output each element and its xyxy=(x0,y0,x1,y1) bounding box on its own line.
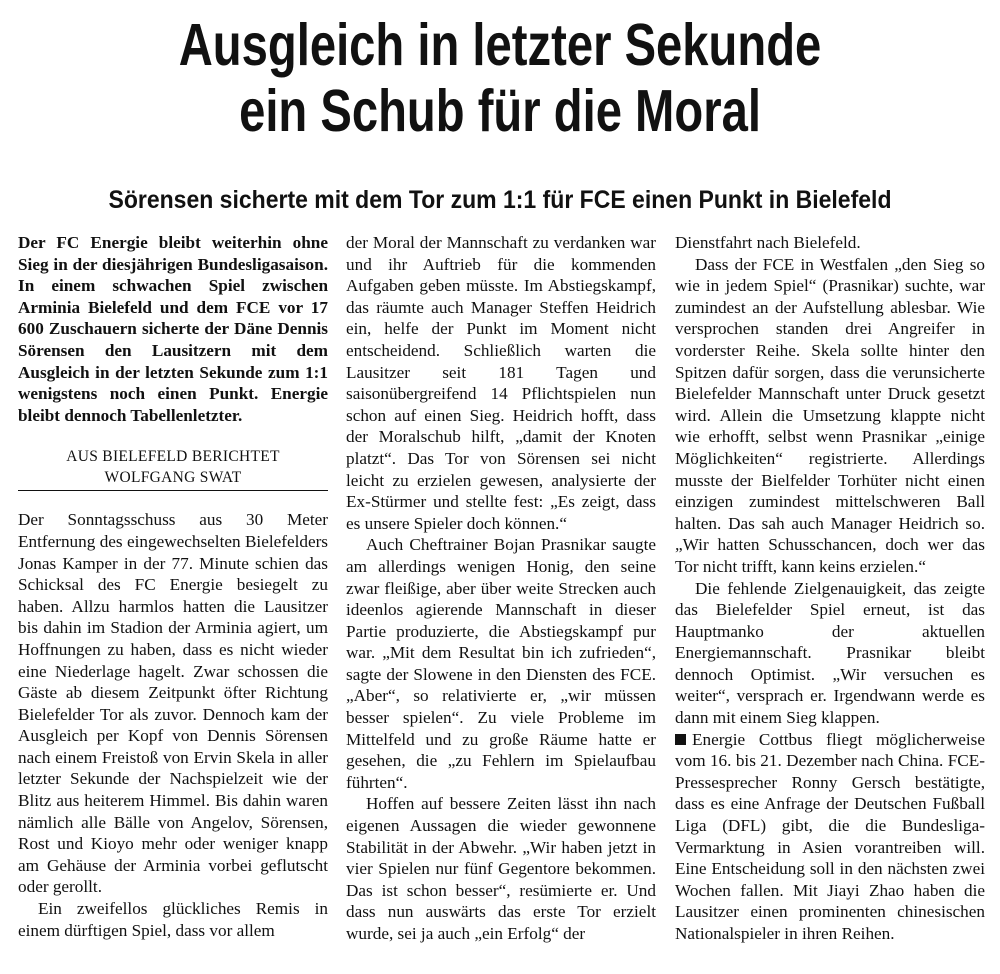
body-paragraph: Hoffen auf bessere Zeiten lässt ihn nach eigenen Aussagen die wieder gewonnene Stabilität in der Abwehr. „Wir haben jetzt in vier Spielen nur fünf Gegentore bekommen. Das ist schon besser“, resümierte er. Und dass nun auswärts das erste Tor erzielt wurde, sei ja auch „ein Erfolg“ der xyxy=(346,794,656,943)
news-brief-text: Energie Cottbus fliegt möglicherweise vom 16. bis 21. Dezember nach China. FCE-Pressesprecher Ronny Gersch bestätigte, dass es eine Anfrage der Deutschen Fußball Liga (DFL) gibt, die die Bundesliga-Vermarktung in Asien vorantreiben will. Eine Entscheidung soll in den nächsten zwei Wochen fallen. Mit Jiayi Zhao haben die Lausitzer einen prominenten chinesischen Nationalspieler in ihren Reihen. xyxy=(675,729,985,943)
headline xyxy=(100,12,900,144)
body-paragraph: Der Sonntagsschuss aus 30 Meter Entfernung des eingewechselten Bielefelders Jonas Kamper in der 77. Minute schien das Schicksal des FC Energie besiegelt zu haben. Allzu harmlos hatten die Lausitzer bis dahin im Stadion der Arminia agiert, um Hoffnungen zu haben, dass es nicht wieder eine Niederlage hagelt. Zwar schossen die Gäste ab diesem Zeitpunkt öfter Richtung Bielefelder Tor als zuvor. Dennoch kam der Ausgleich per Kopf von Dennis Sörensen nach einem Freistoß von Ervin Skela in aller letzter Sekunde der Nachspielzeit wie der Blitz aus heiterem Himmel. Bis dahin waren nämlich alle Bälle von Angelov, Sörensen, Rost und Kioyo mehr oder weniger knapp am Gehäuse der Arminia vorbei geflutscht oder gerollt. xyxy=(18,510,328,897)
headline-line-2: ein Schub für die Moral xyxy=(239,78,761,144)
byline-author: WOLFGANG SWAT xyxy=(104,469,242,487)
body-paragraph: Dass der FCE in Westfalen „den Sieg so wie in jedem Spiel“ (Prasnikar) suchte, war zumindest an der Aufstellung ablesbar. Wie versprochen standen drei Angreifer in vorderster Reihe. Skela sollte hinter den Spitzen dafür sorgen, dass die verunsicherte Bielefelder Mannschaft unter Druck gesetzt wird. Allein die Umsetzung klappte nicht wie erhofft, selbst wenn Prasnikar „einige Möglichkeiten“ registrierte. Allerdings musste der Bielfelder Torhüter nicht einen einzigen zumindest mittelschweren Ball halten. Das sah auch Manager Heidrich so. „Wir hatten Schusschancen, doch wer das Tor nicht trifft, kann keins erzielen.“ xyxy=(675,254,985,576)
body-paragraph: Die fehlende Zielgenauigkeit, das zeigte das Bielefelder Spiel erneut, ist das Hauptmanko der aktuellen Energiemannschaft. Prasnikar bleibt dennoch Optimist. „Wir versuchen es weiter“, versprach er. Irgendwann werde es dann mit einem Sieg klappen. xyxy=(675,578,985,728)
byline xyxy=(18,446,328,488)
body-paragraph: Dienstfahrt nach Bielefeld. xyxy=(675,233,861,252)
byline-rule xyxy=(18,490,328,491)
news-brief xyxy=(675,729,985,945)
byline-location: AUS BIELEFELD BERICHTET xyxy=(66,448,280,466)
headline-line-1: Ausgleich in letzter Sekunde xyxy=(178,12,822,78)
subheadline: Sörensen sicherte mit dem Tor zum 1:1 für FCE einen Punkt in Bielefeld xyxy=(108,186,892,214)
column-3 xyxy=(675,232,985,945)
square-bullet-icon xyxy=(675,734,686,745)
body-paragraph: Auch Cheftrainer Bojan Prasnikar saugte am allerdings wenigen Honig, den seine zwar fleißige, aber über weite Strecken auch ideenlos agierende Mannschaft in dieser Partie produzierte, die Abstiegskampf pur war. „Mit dem Resultat bin ich zufrieden“, sagte der Slowene in den Diensten des FCE. „Aber“, so relativierte er, „wir müssen besser spielen“. Zu viele Probleme im Mittelfeld und zu große Räume hatte er gesehen, die „zu Fehlern im Spielaufbau führten“. xyxy=(346,535,656,792)
body-paragraph: Ein zweifellos glückliches Remis in einem dürftigen Spiel, dass vor allem xyxy=(18,899,328,940)
lead-paragraph: Der FC Energie bleibt weiterhin ohne Sieg in der diesjährigen Bundesligasaison. In einem schwachen Spiel zwischen Arminia Bielefeld und dem FCE vor 17 600 Zuschauern sicherte der Däne Dennis Sörensen den Lausitzern mit dem Ausgleich in der letzten Sekunde zum 1:1 wenigstens noch einen Punkt. Energie bleibt dennoch Tabellenletzter. xyxy=(18,233,328,425)
column-2 xyxy=(346,232,656,945)
body-paragraph: der Moral der Mannschaft zu verdanken war und ihr Auftrieb für die kommenden Aufgaben geben müsste. Im Abstiegskampf, das räumte auch Manager Steffen Heidrich ein, helfe der Punkt im Moment nicht entscheidend. Schließlich warten die Lausitzer seit 181 Tagen und saisonübergreifend 14 Pflichtspielen nun schon auf einen Sieg. Heidrich hofft, dass der Moralschub hilft, „damit der Knoten platzt“. Das Tor von Sörensen sei nicht leicht zu erzielen gewesen, analysierte der Ex-Stürmer und stellte fest: „Es zeigt, dass es unsere Spieler doch können.“ xyxy=(346,233,656,533)
column-1 xyxy=(18,232,328,941)
